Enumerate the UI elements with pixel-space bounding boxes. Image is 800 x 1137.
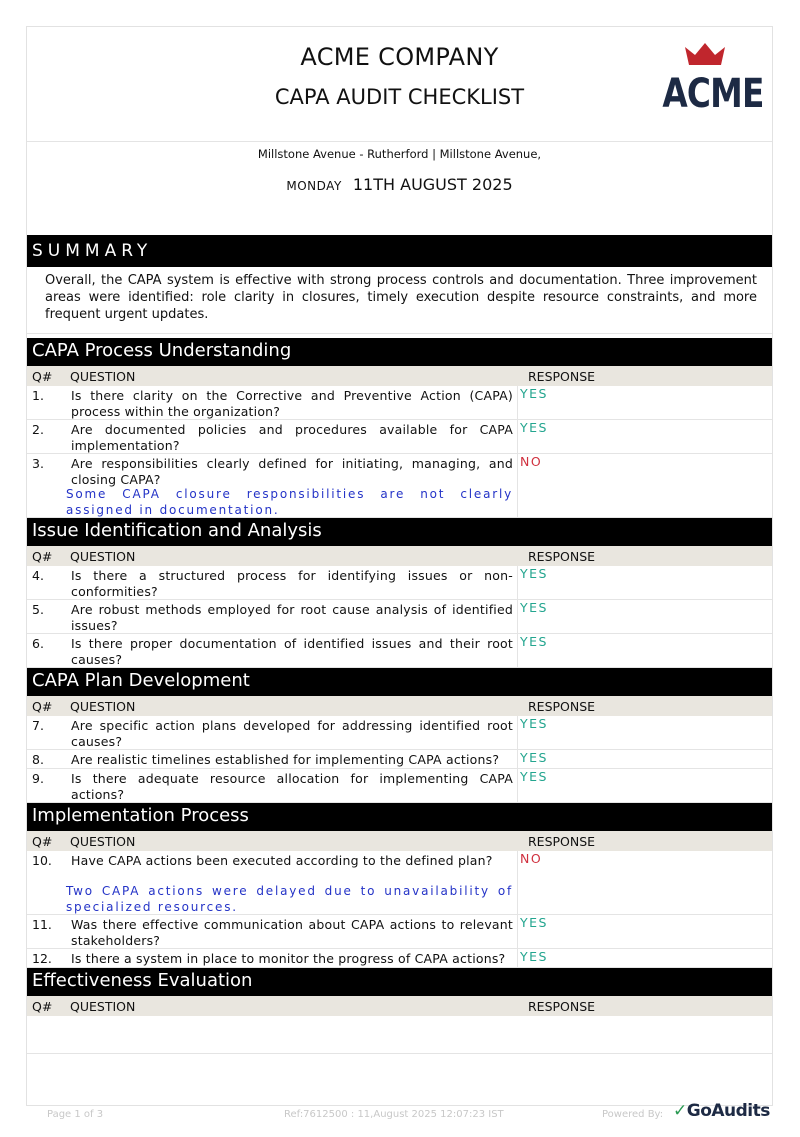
response-note: Some CAPA closure responsibilities are not clearly assigned in documentation. (66, 487, 513, 517)
site-address: Millstone Avenue - Rutherford | Millstone Avenue, (257, 147, 542, 161)
column-header-num: Q# (32, 834, 53, 849)
response-value: YES (520, 634, 548, 649)
goaudits-wordmark: GoAudits (686, 1101, 770, 1121)
column-header-response: RESPONSE (528, 999, 596, 1014)
response-divider (517, 386, 518, 419)
page-footer (27, 1101, 772, 1137)
response-value: YES (520, 716, 548, 731)
company-logo (653, 41, 764, 123)
column-header-row (27, 996, 772, 1016)
summary-text: Overall, the CAPA system is effective with strong process controls and documentation. Three improvement areas were identified: role clarity in closures, timely execution despite resource constraints, and more frequent urgent updates. (45, 273, 757, 322)
question-number: 4. (32, 568, 44, 583)
powered-by-label: Powered By: (602, 1109, 664, 1120)
checklist-row (27, 750, 772, 769)
question-text: Is there clarity on the Corrective and Preventive Action (CAPA) process within the organization? (71, 388, 513, 419)
question-number: 10. (32, 853, 52, 868)
column-header-response: RESPONSE (528, 699, 596, 714)
checklist-row (27, 634, 772, 668)
checklist-row (27, 454, 772, 518)
response-divider (517, 915, 518, 948)
column-header-response: RESPONSE (528, 369, 596, 384)
response-value: YES (520, 750, 548, 765)
question-text: Are robust methods employed for root cause analysis of identified issues? (71, 602, 513, 633)
response-divider (517, 851, 518, 914)
question-text: Are specific action plans developed for addressing identified root causes? (71, 718, 513, 749)
checklist-row (27, 600, 772, 634)
response-value: YES (520, 566, 548, 581)
audit-date (27, 175, 772, 194)
reference-text: Ref:7612500 : 11,August 2025 12:07:23 IST (284, 1109, 504, 1120)
question-text: Are documented policies and procedures available for CAPA implementation? (71, 422, 513, 453)
question-text: Are responsibilities clearly defined for initiating, managing, and closing CAPA? (71, 456, 513, 487)
checklist-row (27, 420, 772, 454)
response-divider (517, 716, 518, 749)
document-header (27, 27, 772, 142)
checklist-row (27, 769, 772, 803)
question-text: Is there proper documentation of identified issues and their root causes? (71, 636, 513, 667)
company-name: ACME COMPANY (300, 43, 499, 71)
column-header-row (27, 366, 772, 386)
document-title: CAPA AUDIT CHECKLIST (274, 85, 525, 109)
question-text: Is there a system in place to monitor the progress of CAPA actions? (71, 951, 506, 966)
checklist-row (27, 566, 772, 600)
response-divider (517, 949, 518, 967)
column-header-num: Q# (32, 549, 53, 564)
question-number: 1. (32, 388, 44, 403)
question-number: 5. (32, 602, 44, 617)
column-header-response: RESPONSE (528, 549, 596, 564)
question-text: Was there effective communication about CAPA actions to relevant stakeholders? (71, 917, 513, 948)
response-divider (517, 634, 518, 667)
column-header-question: QUESTION (70, 369, 136, 384)
checklist-row (27, 949, 772, 968)
question-text: Have CAPA actions been executed according to the defined plan? (71, 853, 493, 868)
section-title: Effectiveness Evaluation (27, 968, 772, 996)
checklist-row (27, 851, 772, 915)
question-number: 8. (32, 752, 44, 767)
checklist-row (27, 716, 772, 750)
question-number: 12. (32, 951, 52, 966)
response-divider (517, 566, 518, 599)
section-title: Issue Identification and Analysis (27, 518, 772, 546)
document-page (26, 26, 773, 1121)
checklist-row (27, 386, 772, 420)
column-header-num: Q# (32, 999, 53, 1014)
section-title: Implementation Process (27, 803, 772, 831)
question-text: Is there adequate resource allocation for implementing CAPA actions? (71, 771, 513, 802)
audit-day: MONDAY (286, 179, 342, 193)
response-value: YES (520, 949, 548, 964)
column-header-response: RESPONSE (528, 834, 596, 849)
response-divider (517, 454, 518, 517)
response-note: Two CAPA actions were delayed due to unavailability of specialized resources. (66, 884, 513, 914)
empty-row (27, 1016, 772, 1054)
column-header-row (27, 831, 772, 851)
question-text: Are realistic timelines established for implementing CAPA actions? (71, 752, 500, 767)
response-divider (517, 769, 518, 802)
column-header-row (27, 546, 772, 566)
question-number: 7. (32, 718, 44, 733)
goaudits-logo (673, 1101, 770, 1121)
response-divider (517, 600, 518, 633)
column-header-question: QUESTION (70, 999, 136, 1014)
response-value: YES (520, 915, 548, 930)
response-value: NO (520, 851, 543, 866)
column-header-row (27, 696, 772, 716)
response-value: YES (520, 420, 548, 435)
logo-wordmark: ACME (662, 71, 764, 117)
response-value: YES (520, 600, 548, 615)
response-value: YES (520, 386, 548, 401)
checklist-row (27, 915, 772, 949)
column-header-question: QUESTION (70, 549, 136, 564)
column-header-num: Q# (32, 369, 53, 384)
section-title: CAPA Process Understanding (27, 338, 772, 366)
question-number: 6. (32, 636, 44, 651)
page-number: Page 1 of 3 (47, 1109, 104, 1120)
question-number: 11. (32, 917, 52, 932)
audit-date-value: 11TH AUGUST 2025 (352, 175, 513, 194)
response-divider (517, 750, 518, 768)
summary-heading: SUMMARY (27, 235, 772, 267)
column-header-num: Q# (32, 699, 53, 714)
question-number: 9. (32, 771, 44, 786)
response-divider (517, 420, 518, 453)
section-title: CAPA Plan Development (27, 668, 772, 696)
question-number: 2. (32, 422, 44, 437)
crown-icon (653, 41, 757, 71)
check-icon: ✓ (673, 1101, 687, 1121)
question-text: Is there a structured process for identifying issues or non-conformities? (71, 568, 513, 599)
question-number: 3. (32, 456, 44, 471)
column-header-question: QUESTION (70, 699, 136, 714)
column-header-question: QUESTION (70, 834, 136, 849)
response-value: NO (520, 454, 543, 469)
summary-divider (27, 333, 772, 334)
response-value: YES (520, 769, 548, 784)
